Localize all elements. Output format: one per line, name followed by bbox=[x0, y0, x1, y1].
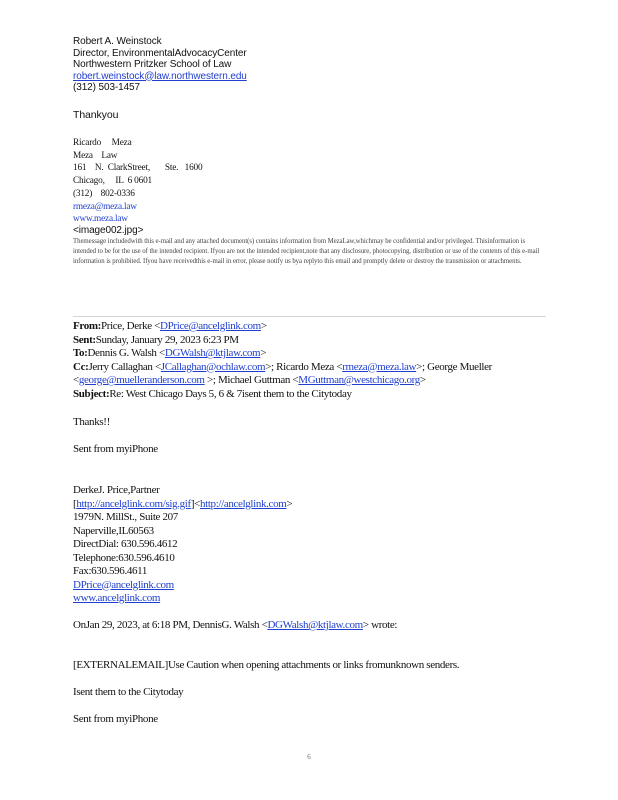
subject-line: Subject:Re: West Chicago Days 5, 6 & 7isent them to the Citytoday bbox=[73, 387, 352, 400]
sig-address-line1: 161 N. ClarkStreet, Ste. 1600 bbox=[73, 163, 203, 174]
quote-intro: OnJan 29, 2023, at 6:18 PM, DennisG. Walsh <DGWalsh@ktjlaw.com> wrote: bbox=[73, 619, 398, 631]
sig-firm: Meza Law bbox=[73, 150, 118, 161]
sig-address-line2: Chicago, IL 6 0601 bbox=[73, 176, 152, 187]
sig-address-line1: 1979N. MillSt., Suite 207 bbox=[73, 511, 178, 523]
sent-from-iphone: Sent from myiPhone bbox=[73, 443, 158, 455]
signature-weinstock bbox=[73, 36, 247, 94]
sig-address-line2: Naperville,IL60563 bbox=[73, 524, 154, 537]
cc-email-link-3[interactable]: george@muelleranderson.com bbox=[78, 374, 205, 386]
thanks-text: Thanks!! bbox=[73, 416, 110, 428]
quoted-sent-from: Sent from myiPhone bbox=[73, 713, 158, 725]
sender-title: Director, EnvironmentalAdvocacyCenter bbox=[73, 47, 247, 59]
cc-email-link-4[interactable]: MGuttman@westchicago.org bbox=[298, 374, 420, 386]
cc-line-continued: <george@muelleranderson.com >; Michael Guttman <MGuttman@westchicago.org> bbox=[73, 374, 426, 386]
sig-fax: Fax:630.596.4611 bbox=[73, 565, 148, 577]
cc-email-link-1[interactable]: JCallaghan@ochlaw.com bbox=[160, 360, 266, 373]
sent-line: Sent:Sunday, January 29, 2023 6:23 PM bbox=[73, 333, 239, 346]
sender-name: Robert A. Weinstock bbox=[73, 36, 162, 47]
signature-price bbox=[73, 484, 292, 606]
to-line: To:Dennis G. Walsh <DGWalsh@ktjlaw.com> bbox=[73, 347, 267, 359]
thankyou-text: Thankyou bbox=[73, 109, 119, 121]
signature-meza bbox=[73, 137, 202, 226]
email-header bbox=[73, 320, 492, 401]
sig-direct-dial: DirectDial: 630.596.4612 bbox=[73, 538, 178, 550]
to-email-link[interactable]: DGWalsh@ktjlaw.com bbox=[164, 347, 261, 359]
sig-links-line: [http://ancelglink.com/sig.gif]<http://ancelglink.com> bbox=[73, 497, 293, 510]
sig-website-link[interactable]: www.ancelglink.com bbox=[73, 592, 161, 604]
sig-name-title: DerkeJ. Price,Partner bbox=[73, 484, 160, 496]
image-reference: <image002.jpg> bbox=[73, 225, 144, 236]
sig-email-link[interactable]: DPrice@ancelglink.com bbox=[73, 578, 174, 591]
sig-site-link[interactable]: http://ancelglink.com bbox=[200, 497, 287, 510]
sig-name: Ricardo Meza bbox=[73, 138, 132, 148]
cc-line: Cc:Jerry Callaghan <JCallaghan@ochlaw.com>; Ricardo Meza <rmeza@meza.law>; George Mueller bbox=[73, 360, 492, 373]
cc-email-link-2[interactable]: rmeza@meza.law bbox=[342, 360, 417, 373]
divider-line bbox=[73, 316, 546, 317]
sig-phone: (312) 802-0336 bbox=[73, 188, 135, 199]
sig-gif-link[interactable]: http://ancelglink.com/sig.gif bbox=[76, 497, 191, 510]
sender-school: Northwestern Pritzker School of Law bbox=[73, 59, 232, 70]
quote-email-link[interactable]: DGWalsh@ktjlaw.com bbox=[267, 619, 363, 631]
page-number: 6 bbox=[307, 753, 311, 761]
from-email-link[interactable]: DPrice@ancelglink.com bbox=[160, 320, 261, 332]
quoted-body: Isent them to the Citytoday bbox=[73, 686, 184, 698]
sig-email-link[interactable]: rmeza@meza.law bbox=[73, 201, 137, 212]
sig-website-link[interactable]: www.meza.law bbox=[73, 214, 128, 225]
confidentiality-disclaimer: Themessage includedwith this e-mail and any attached document(s) contains information from MezaLaw,whichmay be confidential and/or privileged. Thisinformation is intended to be for the use of the intended recipient. Ifyou are not the intended recipient,note that any disclosure, photocopying, distribution or use of the contents of this e-mail information is prohibited. Ifyou have receivedthis e-mail in error, please notify us bya replyto this email and promptly delete or destroy the transmission or attachments. bbox=[73, 238, 540, 266]
sig-telephone: Telephone:630.596.4610 bbox=[73, 551, 175, 564]
external-email-warning: [EXTERNALEMAIL]Use Caution when opening attachments or links fromunknown senders. bbox=[73, 659, 460, 671]
from-line: From:Price, Derke <DPrice@ancelglink.com> bbox=[73, 320, 267, 332]
email-link[interactable]: robert.weinstock@law.northwestern.edu bbox=[73, 70, 247, 82]
phone-number: (312) 503-1457 bbox=[73, 82, 140, 93]
